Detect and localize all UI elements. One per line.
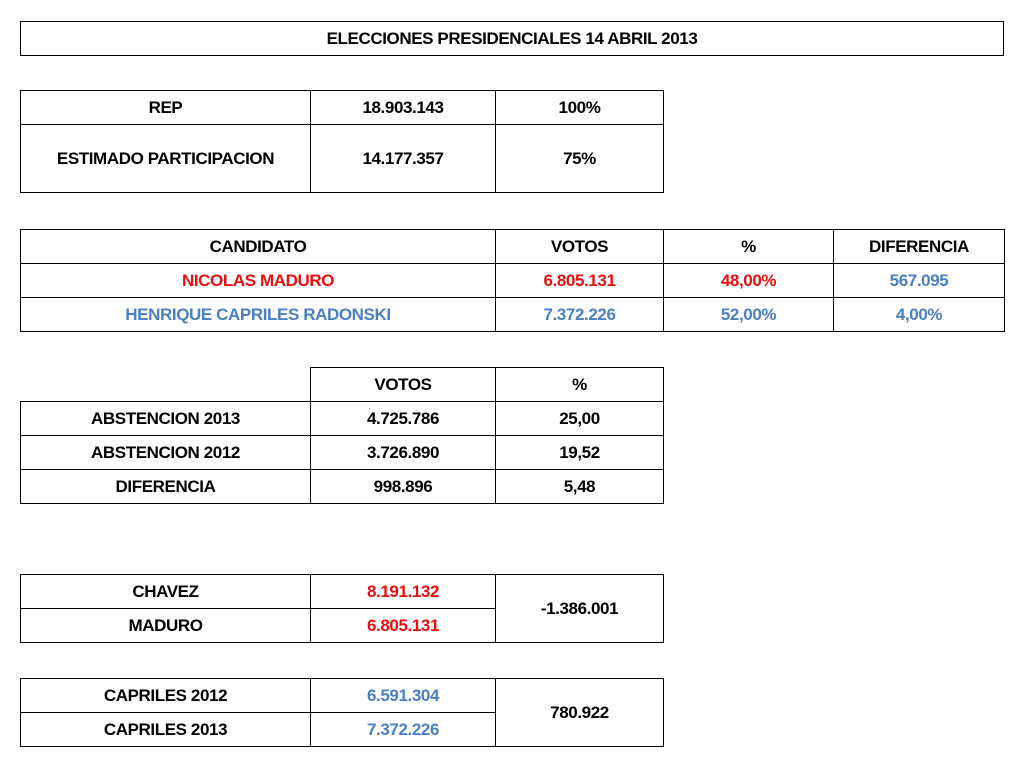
- title-row: [21, 22, 1004, 56]
- table-row: [21, 402, 664, 436]
- candidate-pct: 48,00%: [664, 264, 834, 298]
- table-row: [21, 679, 664, 713]
- table-row: [21, 470, 664, 504]
- abstention-votes: 4.725.786: [311, 402, 496, 436]
- row-label: CAPRILES 2012: [21, 679, 311, 713]
- abstention-label: ABSTENCION 2012: [21, 436, 311, 470]
- table-row: [21, 575, 664, 609]
- rep-value: 18.903.143: [311, 91, 496, 125]
- abstention-votes: 3.726.890: [311, 436, 496, 470]
- rep-pct: 100%: [496, 91, 664, 125]
- table-row: [21, 298, 1005, 332]
- row-label: MADURO: [21, 609, 311, 643]
- capriles-table: [20, 678, 664, 747]
- header-pct: %: [664, 230, 834, 264]
- abstention-votes: 998.896: [311, 470, 496, 504]
- abstention-pct: 5,48: [496, 470, 664, 504]
- table-row: [21, 264, 1005, 298]
- rep-label: REP: [21, 91, 311, 125]
- participation-label: ESTIMADO PARTICIPACION: [21, 125, 311, 193]
- participation-value: 14.177.357: [311, 125, 496, 193]
- participation-pct: 75%: [496, 125, 664, 193]
- candidate-pct: 52,00%: [664, 298, 834, 332]
- candidate-diff: 567.095: [834, 264, 1005, 298]
- table-header-row: [21, 368, 664, 402]
- candidate-name: HENRIQUE CAPRILES RADONSKI: [21, 298, 496, 332]
- candidate-name: NICOLAS MADURO: [21, 264, 496, 298]
- header-votos: VOTOS: [496, 230, 664, 264]
- abstention-label: DIFERENCIA: [21, 470, 311, 504]
- candidate-votes: 7.372.226: [496, 298, 664, 332]
- candidate-diff: 4,00%: [834, 298, 1005, 332]
- row-votes: 6.591.304: [311, 679, 496, 713]
- candidates-table: [20, 229, 1005, 332]
- header-pct: %: [496, 368, 664, 402]
- row-votes: 7.372.226: [311, 713, 496, 747]
- abstention-pct: 19,52: [496, 436, 664, 470]
- table-row: [21, 125, 664, 193]
- header-candidato: CANDIDATO: [21, 230, 496, 264]
- table-header-row: [21, 230, 1005, 264]
- difference-value: -1.386.001: [496, 575, 664, 643]
- title-table: [20, 21, 1004, 56]
- row-label: CHAVEZ: [21, 575, 311, 609]
- abstention-label: ABSTENCION 2013: [21, 402, 311, 436]
- page-title: ELECCIONES PRESIDENCIALES 14 ABRIL 2013: [21, 22, 1004, 56]
- empty-cell: [21, 368, 311, 402]
- abstention-pct: 25,00: [496, 402, 664, 436]
- difference-value: 780.922: [496, 679, 664, 747]
- rep-table: [20, 90, 664, 193]
- header-diferencia: DIFERENCIA: [834, 230, 1005, 264]
- header-votos: VOTOS: [311, 368, 496, 402]
- abstention-table: [20, 367, 664, 504]
- table-row: [21, 91, 664, 125]
- chavez-maduro-table: [20, 574, 664, 643]
- table-row: [21, 436, 664, 470]
- row-votes: 6.805.131: [311, 609, 496, 643]
- row-votes: 8.191.132: [311, 575, 496, 609]
- candidate-votes: 6.805.131: [496, 264, 664, 298]
- row-label: CAPRILES 2013: [21, 713, 311, 747]
